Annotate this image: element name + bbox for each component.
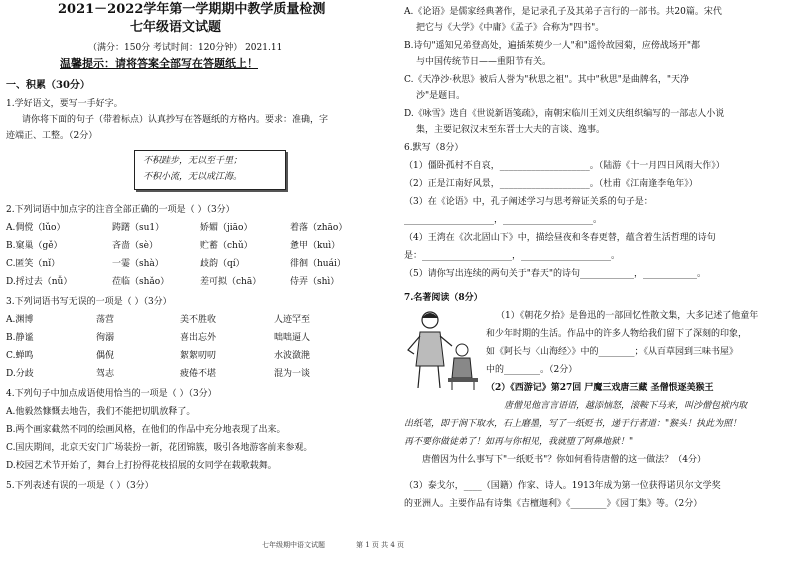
option-cell: 荡营 (96, 315, 115, 325)
option-cell: D.分歧 (6, 369, 34, 379)
section-heading: 一、积累（30分） (6, 80, 90, 91)
reading-3: （3）泰戈尔，____（国籍）作家、诗人。1913年成为第一位获得诺贝尔文学奖 (404, 481, 721, 491)
option-cell: 偶倪 (96, 351, 115, 361)
reading-1-cont: 如《阿长与〈山海经〉》中的________；《从百草园到三味书屋》 (486, 347, 739, 357)
question-6: 6.默写（8分） (404, 143, 464, 153)
reading-1-cont: 中的________。（2分） (486, 365, 578, 375)
option-cell: 美不胜收 (180, 315, 217, 325)
option-a: A.他毅然慷慨去地告，我们不能把切肌放释了。 (6, 407, 196, 417)
reading-2-heading: （2）《西游记》第27回 尸魔三戏唐三藏 圣僧恨逐美猴王 (486, 383, 714, 393)
option-cell: 絮絮叨叨 (180, 351, 217, 361)
option-cell: 踌躇（su1） (112, 223, 165, 233)
option-d: D.校园艺术节开始了，舞台上打扮得花枝招展的女同学在载歌载舞。 (6, 461, 277, 471)
warm-tip: 温馨提示：请将答案全部写在答题纸上！ (60, 57, 258, 70)
question-4: 4.下列句子中加点成语使用恰当的一项是（ ）（3分） (6, 389, 217, 399)
option-cell: C.匿笑（nǐ） (6, 259, 61, 269)
option-a-cont: 把它与《大学》《中庸》《孟子》合称为"四书"。 (416, 23, 605, 33)
reading-2-excerpt: 唐僧见他言言语语，越添恼怒，滚鞍下马来，叫沙僧包袱内取 (504, 401, 748, 411)
option-c: C.《天净沙·秋思》被后人誉为"秋思之祖"。其中"秋思"是曲牌名，"天净 (404, 75, 689, 85)
option-cell: 水波潋滟 (274, 351, 311, 361)
option-cell: 贮蓄（chǔ） (200, 241, 253, 251)
option-cell: B.窠巢（gě） (6, 241, 63, 251)
option-cell: B.静谧 (6, 333, 34, 343)
option-cell: 喜出忘外 (180, 333, 217, 343)
option-cell: 吝啬（sè） (112, 241, 158, 251)
option-cell: 疲倦不堪 (180, 369, 217, 379)
option-c: C.国庆期间，北京天安门广场装扮一新，花团锦簇，吸引各地游客前来参观。 (6, 443, 313, 453)
exam-meta: （满分：150分 考试时间：120分钟） 2021.11 (88, 43, 283, 53)
page-number: 第 1 页 共 4 页 (356, 541, 405, 549)
reading-2-excerpt: 出纸笔，即于涧下取水，石上磨墨，写了一纸贬书，递于行者道："猴头！执此为照！ (404, 419, 742, 429)
option-c-cont: 沙"是题目。 (416, 91, 466, 101)
dictation-5: （5）请你写出连续的两句关于"春天"的诗句____________，____________。 (404, 269, 707, 279)
option-a: A.《论语》是儒家经典著作，是记录孔子及其弟子言行的一部书。共20篇。宋代 (404, 7, 722, 17)
option-cell: A.倜傥（lǔo） (6, 223, 66, 233)
option-cell: 驾志 (96, 369, 115, 379)
copy-box (134, 150, 286, 190)
option-cell: 娇媚（jiāo） (200, 223, 253, 233)
dictation-3-blank: ____________________，____________________。 (404, 215, 603, 225)
option-cell: 一霎（shà） (112, 259, 164, 269)
option-cell: 混为一谈 (274, 369, 311, 379)
copy-line: 不积跬步，无以至千里； (143, 156, 243, 166)
illustration (404, 306, 482, 392)
question-1-text: 请你将下面的句子（带着标点）认真抄写在答题纸的方格内。要求：准确，字 (22, 115, 329, 125)
reading-2-question: 唐僧因为什么事写下"一纸贬书"？你如何看待唐僧的这一做法？（4分） (422, 455, 707, 465)
reading-2-excerpt: 再不要你做徒弟了！如再与你相见，我就堕了阿鼻地狱！" (404, 437, 634, 447)
dictation-1: （1）僵卧孤村不自哀，____________________。（陆游《十一月四日风雨大作》） (404, 161, 725, 171)
option-cell: A.渊博 (6, 315, 34, 325)
question-5: 5.下列表述有误的一项是（ ）（3分） (6, 481, 154, 491)
option-b-cont: 与中国传统节日——重阳节有关。 (416, 57, 552, 67)
reading-3-cont: 的亚洲人。主要作品有诗集《吉檀迦利》《________》《园丁集》等。（2分） (404, 499, 703, 509)
dictation-4-blank: 是：____________________，____________________。 (404, 251, 621, 261)
question-1: 1.学好语文，要写一手好字。 (6, 99, 123, 109)
option-cell: C.蝉鸣 (6, 351, 34, 361)
exam-subtitle: 七年级语文试题 (130, 20, 222, 35)
reading-1-cont: 和少年时期的生活。作品中的许多人物给我们留下了深刻的印象， (486, 329, 748, 339)
option-b: B.两个画家截然不同的绘画风格，在他们的作品中充分地表现了出来。 (6, 425, 286, 435)
option-b: B.诗句"遥知兄弟登高处，遍插茱萸少一人"和"遥怜故园菊，应傍战场开"都 (404, 41, 701, 51)
dictation-3: （3）在《论语》中，孔子阐述学习与思考辩证关系的句子是： (404, 197, 653, 207)
question-7: 7.名著阅读（8分） (404, 293, 483, 303)
footer-title: 七年级期中语文试题 (262, 541, 325, 549)
copy-line: 不积小流，无以成江海。 (143, 172, 243, 182)
option-cell: D.捋过去（nǚ） (6, 277, 73, 287)
exam-title: 2021－2022学年第一学期期中教学质量检测 (58, 2, 326, 17)
question-1-text: 迹端正、工整。（2分） (6, 131, 98, 141)
option-cell: 人迹罕至 (274, 315, 311, 325)
option-cell: 侍弄（shì） (290, 277, 340, 287)
dictation-4: （4）王湾在《次北固山下》中，描绘昼夜和冬春更替，蕴含着生活哲理的诗句 (404, 233, 716, 243)
option-cell: 莅临（shǎo） (112, 277, 170, 287)
option-cell: 咄咄逼人 (274, 333, 311, 343)
option-d-cont: 集，主要记叙汉末至东晋士大夫的言谈、逸事。 (416, 125, 606, 135)
option-cell: 徘徊（huái） (290, 259, 346, 269)
dictation-2: （2）正是江南好风景，____________________。（杜甫《江南逢李龟年》） (404, 179, 698, 189)
reading-1: （1）《朝花夕拾》是鲁迅的一部回忆性散文集，大多记述了他童年 (496, 311, 759, 321)
question-3: 3.下列词语书写无误的一项是（ ）（3分） (6, 297, 172, 307)
option-cell: 歧韵（qí） (200, 259, 245, 269)
question-2: 2.下列词语中加点字的注音全部正确的一项是（ ）（3分） (6, 205, 235, 215)
option-cell: 徇溺 (96, 333, 115, 343)
option-cell: 差可拟（chā） (200, 277, 262, 287)
option-d: D.《咏雪》选自《世说新语笺疏》，南朝宋临川王刘义庆组织编写的一部志人小说 (404, 109, 725, 119)
option-cell: 着落（zhāo） (290, 223, 348, 233)
option-cell: 惫甲（kuì） (290, 241, 341, 251)
